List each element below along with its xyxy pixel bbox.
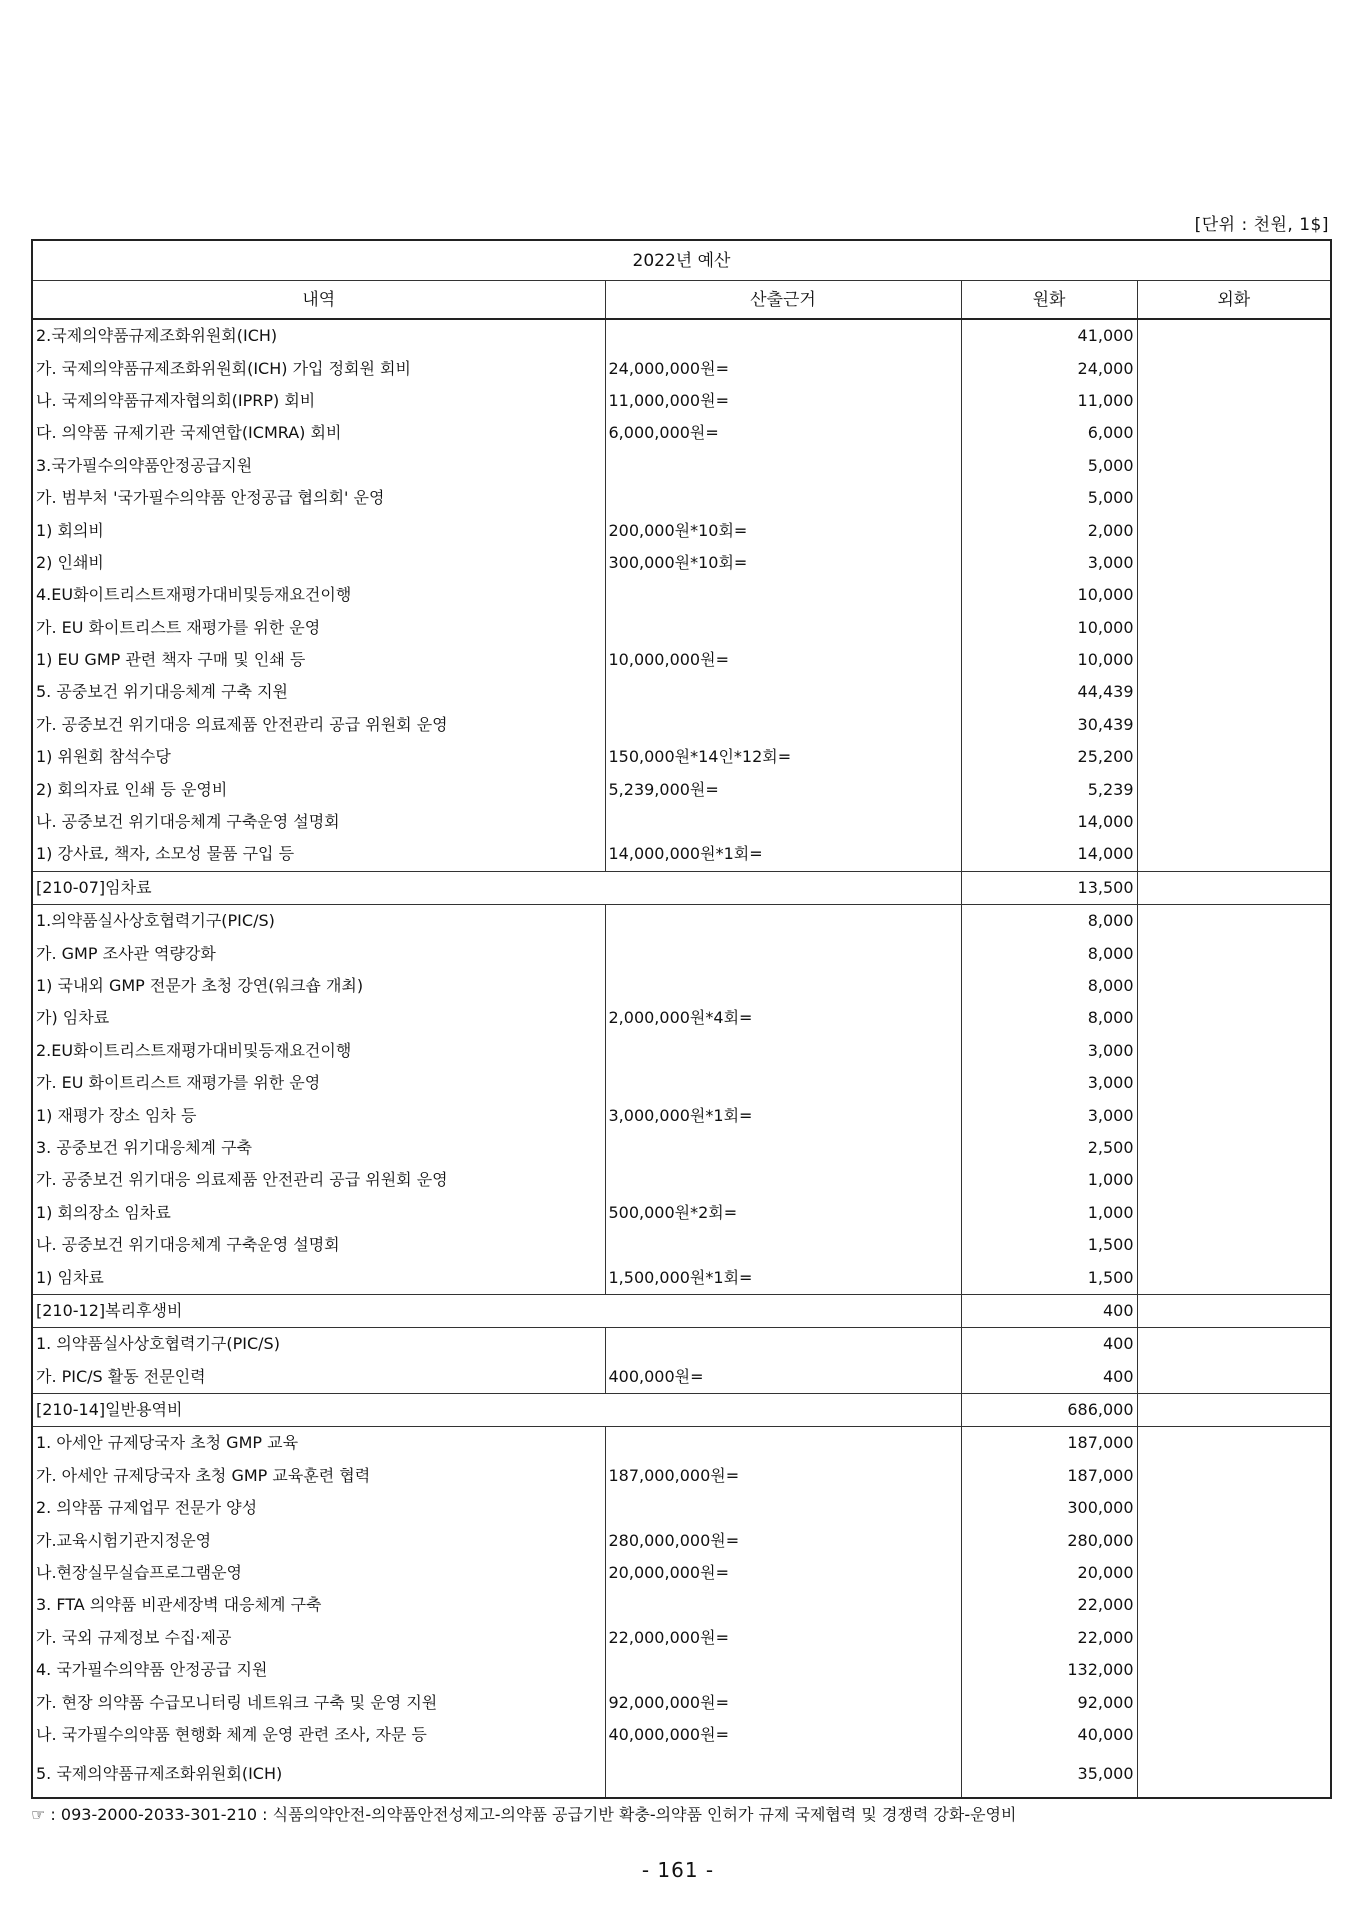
item-basis: 6,000,000원=: [605, 417, 961, 449]
header-basis: 산출근거: [605, 281, 961, 320]
item-won-amount: 22,000: [961, 1589, 1137, 1621]
item-description: 2. 의약품 규제업무 전문가 양성: [32, 1492, 605, 1524]
item-won-amount: 40,000: [961, 1719, 1137, 1751]
item-basis: 280,000,000원=: [605, 1524, 961, 1556]
item-basis: [605, 1492, 961, 1524]
table-row: [32, 1719, 1331, 1751]
table-row: [32, 741, 1331, 773]
table-row: [32, 1460, 1331, 1492]
table-row: [32, 1361, 1331, 1394]
item-foreign-amount: [1137, 773, 1331, 805]
item-basis: 1,500,000원*1회=: [605, 1261, 961, 1294]
item-foreign-amount: [1137, 937, 1331, 969]
item-won-amount: 10,000: [961, 644, 1137, 676]
item-description: 4. 국가필수의약품 안정공급 지원: [32, 1654, 605, 1686]
table-row: [32, 1261, 1331, 1294]
item-basis: 92,000,000원=: [605, 1686, 961, 1718]
item-basis: [605, 1067, 961, 1099]
item-description: 가. 공중보건 위기대응 의료제품 안전관리 공급 위원회 운영: [32, 709, 605, 741]
item-foreign-amount: [1137, 612, 1331, 644]
item-description: 1) 강사료, 책자, 소모성 물품 구입 등: [32, 838, 605, 871]
item-description: 가.교육시험기관지정운영: [32, 1524, 605, 1556]
item-description: 1.의약품실사상호협력기구(PIC/S): [32, 905, 605, 938]
item-foreign-amount: [1137, 1686, 1331, 1718]
item-description: 2.EU화이트리스트재평가대비및등재요건이행: [32, 1035, 605, 1067]
item-description: 1) 회의비: [32, 514, 605, 546]
table-row: [32, 1002, 1331, 1034]
item-description: 5. 국제의약품규제조화위원회(ICH): [32, 1751, 605, 1798]
table-row: [32, 1035, 1331, 1067]
item-basis: 10,000,000원=: [605, 644, 961, 676]
table-row: [32, 1067, 1331, 1099]
item-foreign-amount: [1137, 352, 1331, 384]
item-basis: [605, 579, 961, 611]
item-description: 나. 국제의약품규제자협의회(IPRP) 회비: [32, 385, 605, 417]
item-foreign-amount: [1137, 644, 1331, 676]
header-won: 원화: [961, 281, 1137, 320]
item-won-amount: 20,000: [961, 1557, 1137, 1589]
item-description: 가. GMP 조사관 역량강화: [32, 937, 605, 969]
item-foreign-amount: [1137, 1229, 1331, 1261]
item-basis: 24,000,000원=: [605, 352, 961, 384]
item-foreign-amount: [1137, 806, 1331, 838]
table-row: [32, 1229, 1331, 1261]
item-description: 1. 아세안 규제당국자 초청 GMP 교육: [32, 1427, 605, 1460]
item-description: 나.현장실무실습프로그램운영: [32, 1557, 605, 1589]
table-row: [32, 1524, 1331, 1556]
item-basis: [605, 937, 961, 969]
item-foreign-amount: [1137, 1654, 1331, 1686]
item-won-amount: 1,500: [961, 1229, 1137, 1261]
item-won-amount: 25,200: [961, 741, 1137, 773]
item-won-amount: 3,000: [961, 1099, 1137, 1131]
item-basis: 187,000,000원=: [605, 1460, 961, 1492]
item-description: 1) 국내외 GMP 전문가 초청 강연(워크숍 개최): [32, 970, 605, 1002]
item-foreign-amount: [1137, 1589, 1331, 1621]
table-row: [32, 1492, 1331, 1524]
item-won-amount: 11,000: [961, 385, 1137, 417]
item-basis: [605, 1132, 961, 1164]
group-label: [210-12]복리후생비: [32, 1294, 961, 1327]
item-won-amount: 300,000: [961, 1492, 1137, 1524]
item-description: 가. 공중보건 위기대응 의료제품 안전관리 공급 위원회 운영: [32, 1164, 605, 1196]
item-foreign-amount: [1137, 1067, 1331, 1099]
footnote: ☞ : 093-2000-2033-301-210 : 식품의약안전-의약품안전성제고-의약품 공급기반 확충-의약품 인허가 규제 국제협력 및 경쟁력 강화-운영비: [31, 1805, 1017, 1824]
table-row: [32, 1197, 1331, 1229]
item-foreign-amount: [1137, 1164, 1331, 1196]
table-row: [32, 385, 1331, 417]
item-description: 가. 국제의약품규제조화위원회(ICH) 가입 정회원 회비: [32, 352, 605, 384]
item-won-amount: 5,000: [961, 482, 1137, 514]
table-row: [32, 1099, 1331, 1131]
item-foreign-amount: [1137, 1557, 1331, 1589]
table-row: [32, 806, 1331, 838]
table-row: [32, 1328, 1331, 1361]
item-foreign-amount: [1137, 1751, 1331, 1798]
item-description: 가. EU 화이트리스트 재평가를 위한 운영: [32, 1067, 605, 1099]
item-basis: 14,000,000원*1회=: [605, 838, 961, 871]
item-basis: [605, 1164, 961, 1196]
item-won-amount: 187,000: [961, 1460, 1137, 1492]
item-description: 다. 의약품 규제기관 국제연합(ICMRA) 회비: [32, 417, 605, 449]
table-row: [32, 905, 1331, 938]
item-basis: [605, 905, 961, 938]
item-basis: 22,000,000원=: [605, 1622, 961, 1654]
group-label: [210-07]임차료: [32, 871, 961, 904]
table-title-row: [32, 240, 1331, 281]
header-foreign: 외화: [1137, 281, 1331, 320]
item-basis: [605, 319, 961, 352]
item-foreign-amount: [1137, 1099, 1331, 1131]
header-description: 내역: [32, 281, 605, 320]
table-title: 2022년 예산: [32, 240, 1331, 281]
item-won-amount: 8,000: [961, 970, 1137, 1002]
group-won-amount: 686,000: [961, 1393, 1137, 1426]
item-foreign-amount: [1137, 709, 1331, 741]
item-basis: 300,000원*10회=: [605, 547, 961, 579]
group-foreign-amount: [1137, 1393, 1331, 1426]
item-description: 나. 국가필수의약품 현행화 체계 운영 관련 조사, 자문 등: [32, 1719, 605, 1751]
table-row: [32, 1654, 1331, 1686]
item-description: 1) 회의장소 임차료: [32, 1197, 605, 1229]
table-row: [32, 1751, 1331, 1798]
table-row: [32, 482, 1331, 514]
item-foreign-amount: [1137, 1361, 1331, 1394]
table-row: [32, 1589, 1331, 1621]
item-description: 가. 현장 의약품 수급모니터링 네트워크 구축 및 운영 지원: [32, 1686, 605, 1718]
item-description: 3. 공중보건 위기대응체계 구축: [32, 1132, 605, 1164]
item-won-amount: 92,000: [961, 1686, 1137, 1718]
item-description: 4.EU화이트리스트재평가대비및등재요건이행: [32, 579, 605, 611]
item-description: 나. 공중보건 위기대응체계 구축운영 설명회: [32, 1229, 605, 1261]
item-foreign-amount: [1137, 1622, 1331, 1654]
item-description: 1. 의약품실사상호협력기구(PIC/S): [32, 1328, 605, 1361]
item-basis: [605, 1589, 961, 1621]
table-row: [32, 937, 1331, 969]
item-foreign-amount: [1137, 838, 1331, 871]
table-row: [32, 644, 1331, 676]
page-number: - 161 -: [641, 1858, 715, 1882]
item-description: 1) EU GMP 관련 책자 구매 및 인쇄 등: [32, 644, 605, 676]
table-row: [32, 1427, 1331, 1460]
item-basis: [605, 1035, 961, 1067]
item-description: 가. EU 화이트리스트 재평가를 위한 운영: [32, 612, 605, 644]
item-basis: [605, 612, 961, 644]
table-row: [32, 773, 1331, 805]
budget-table: [31, 239, 1332, 1799]
item-basis: [605, 676, 961, 708]
item-won-amount: 3,000: [961, 1067, 1137, 1099]
table-row: [32, 1132, 1331, 1164]
item-won-amount: 24,000: [961, 352, 1137, 384]
table-row: [32, 709, 1331, 741]
table-row: [32, 970, 1331, 1002]
item-basis: [605, 1751, 961, 1798]
item-won-amount: 5,239: [961, 773, 1137, 805]
table-row: [32, 1622, 1331, 1654]
item-won-amount: 1,500: [961, 1261, 1137, 1294]
item-description: 2) 회의자료 인쇄 등 운영비: [32, 773, 605, 805]
item-foreign-amount: [1137, 970, 1331, 1002]
table-row: [32, 579, 1331, 611]
item-basis: [605, 450, 961, 482]
item-foreign-amount: [1137, 1002, 1331, 1034]
item-foreign-amount: [1137, 1492, 1331, 1524]
item-won-amount: 132,000: [961, 1654, 1137, 1686]
item-won-amount: 1,000: [961, 1197, 1137, 1229]
table-row: [32, 1686, 1331, 1718]
item-won-amount: 41,000: [961, 319, 1137, 352]
budget-table-body: [32, 240, 1331, 1798]
table-row: [32, 352, 1331, 384]
table-row: [32, 676, 1331, 708]
item-won-amount: 3,000: [961, 547, 1137, 579]
table-row: [32, 417, 1331, 449]
item-won-amount: 280,000: [961, 1524, 1137, 1556]
item-basis: 20,000,000원=: [605, 1557, 961, 1589]
item-basis: 200,000원*10회=: [605, 514, 961, 546]
group-foreign-amount: [1137, 1294, 1331, 1327]
item-basis: 2,000,000원*4회=: [605, 1002, 961, 1034]
item-description: 5. 공중보건 위기대응체계 구축 지원: [32, 676, 605, 708]
item-foreign-amount: [1137, 319, 1331, 352]
item-won-amount: 1,000: [961, 1164, 1137, 1196]
item-basis: 150,000원*14인*12회=: [605, 741, 961, 773]
item-foreign-amount: [1137, 514, 1331, 546]
item-description: 3.국가필수의약품안정공급지원: [32, 450, 605, 482]
item-won-amount: 22,000: [961, 1622, 1137, 1654]
item-foreign-amount: [1137, 547, 1331, 579]
item-basis: 3,000,000원*1회=: [605, 1099, 961, 1131]
item-won-amount: 44,439: [961, 676, 1137, 708]
item-basis: 500,000원*2회=: [605, 1197, 961, 1229]
group-won-amount: 13,500: [961, 871, 1137, 904]
item-won-amount: 2,500: [961, 1132, 1137, 1164]
item-foreign-amount: [1137, 579, 1331, 611]
item-won-amount: 10,000: [961, 612, 1137, 644]
item-basis: 400,000원=: [605, 1361, 961, 1394]
item-foreign-amount: [1137, 1197, 1331, 1229]
table-group-row: [32, 871, 1331, 904]
item-basis: 11,000,000원=: [605, 385, 961, 417]
item-basis: [605, 970, 961, 1002]
item-won-amount: 30,439: [961, 709, 1137, 741]
item-basis: [605, 806, 961, 838]
table-row: [32, 319, 1331, 352]
item-description: 가. 범부처 '국가필수의약품 안정공급 협의회' 운영: [32, 482, 605, 514]
item-won-amount: 187,000: [961, 1427, 1137, 1460]
table-row: [32, 612, 1331, 644]
table-row: [32, 1557, 1331, 1589]
item-description: 가. PIC/S 활동 전문인력: [32, 1361, 605, 1394]
item-foreign-amount: [1137, 676, 1331, 708]
item-foreign-amount: [1137, 905, 1331, 938]
item-description: 가. 국외 규제정보 수집·제공: [32, 1622, 605, 1654]
item-won-amount: 14,000: [961, 838, 1137, 871]
item-won-amount: 6,000: [961, 417, 1137, 449]
group-won-amount: 400: [961, 1294, 1137, 1327]
item-won-amount: 14,000: [961, 806, 1137, 838]
item-foreign-amount: [1137, 1524, 1331, 1556]
item-won-amount: 400: [961, 1361, 1137, 1394]
group-label: [210-14]일반용역비: [32, 1393, 961, 1426]
item-description: 2) 인쇄비: [32, 547, 605, 579]
group-foreign-amount: [1137, 871, 1331, 904]
item-basis: 5,239,000원=: [605, 773, 961, 805]
table-row: [32, 838, 1331, 871]
table-header-row: [32, 281, 1331, 320]
item-basis: [605, 1229, 961, 1261]
item-description: 3. FTA 의약품 비관세장벽 대응체계 구축: [32, 1589, 605, 1621]
item-description: 1) 재평가 장소 임차 등: [32, 1099, 605, 1131]
item-basis: [605, 482, 961, 514]
item-foreign-amount: [1137, 1132, 1331, 1164]
item-description: 가) 임차료: [32, 1002, 605, 1034]
item-won-amount: 400: [961, 1328, 1137, 1361]
item-foreign-amount: [1137, 450, 1331, 482]
item-description: 나. 공중보건 위기대응체계 구축운영 설명회: [32, 806, 605, 838]
item-won-amount: 8,000: [961, 905, 1137, 938]
item-foreign-amount: [1137, 385, 1331, 417]
item-won-amount: 8,000: [961, 937, 1137, 969]
item-description: 1) 위원회 참석수당: [32, 741, 605, 773]
item-won-amount: 10,000: [961, 579, 1137, 611]
unit-note: [단위 : 천원, 1$]: [1194, 215, 1329, 235]
item-foreign-amount: [1137, 417, 1331, 449]
item-foreign-amount: [1137, 1328, 1331, 1361]
item-basis: [605, 1427, 961, 1460]
item-basis: [605, 1328, 961, 1361]
item-won-amount: 8,000: [961, 1002, 1137, 1034]
table-group-row: [32, 1393, 1331, 1426]
item-won-amount: 5,000: [961, 450, 1137, 482]
item-foreign-amount: [1137, 1261, 1331, 1294]
item-description: 가. 아세안 규제당국자 초청 GMP 교육훈련 협력: [32, 1460, 605, 1492]
table-row: [32, 450, 1331, 482]
table-group-row: [32, 1294, 1331, 1327]
item-foreign-amount: [1137, 1460, 1331, 1492]
item-foreign-amount: [1137, 1719, 1331, 1751]
item-won-amount: 35,000: [961, 1751, 1137, 1798]
table-row: [32, 1164, 1331, 1196]
table-row: [32, 547, 1331, 579]
item-basis: [605, 1654, 961, 1686]
item-foreign-amount: [1137, 1427, 1331, 1460]
item-foreign-amount: [1137, 741, 1331, 773]
item-basis: 40,000,000원=: [605, 1719, 961, 1751]
item-description: 1) 임차료: [32, 1261, 605, 1294]
item-basis: [605, 709, 961, 741]
table-row: [32, 514, 1331, 546]
item-description: 2.국제의약품규제조화위원회(ICH): [32, 319, 605, 352]
item-won-amount: 2,000: [961, 514, 1137, 546]
item-foreign-amount: [1137, 482, 1331, 514]
item-foreign-amount: [1137, 1035, 1331, 1067]
item-won-amount: 3,000: [961, 1035, 1137, 1067]
